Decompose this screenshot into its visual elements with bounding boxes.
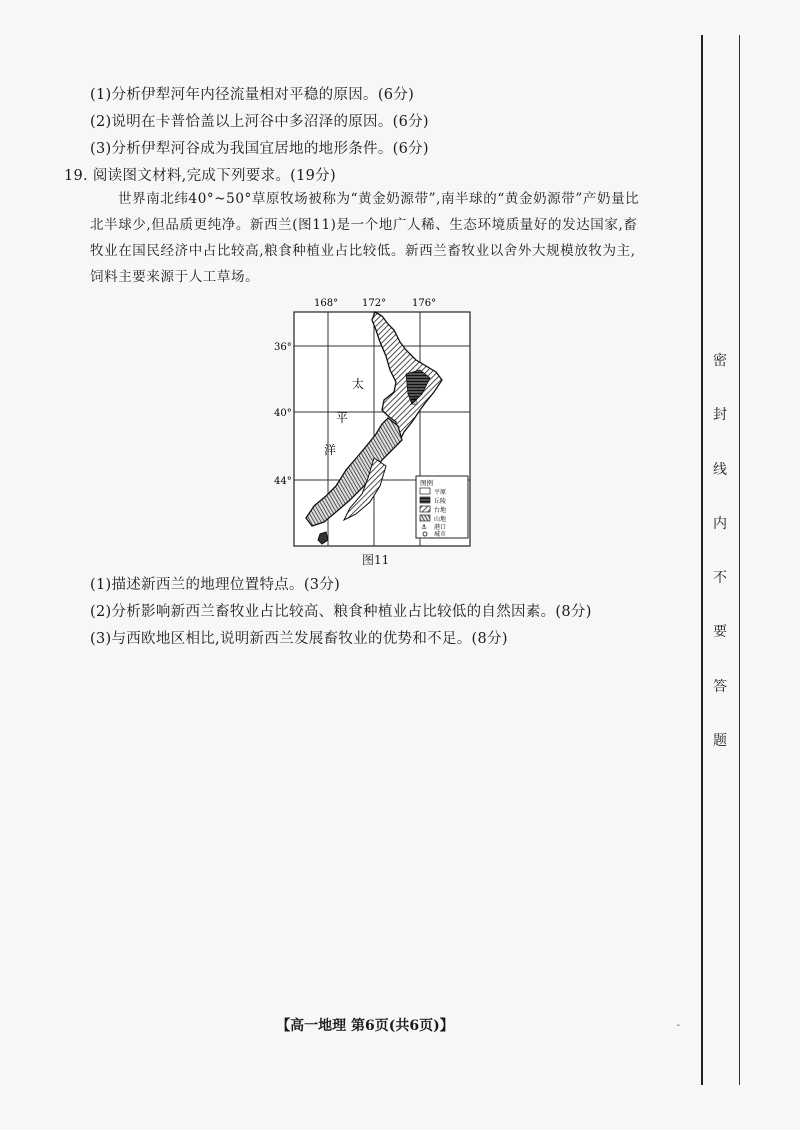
question-18-1: (1)分析伊犁河年内径流量相对平稳的原因。(6分)	[90, 87, 415, 103]
binding-char: 不	[713, 570, 727, 587]
city-label: 惠	[410, 397, 418, 406]
lat-label: 40°	[274, 408, 292, 419]
binding-char: 要	[713, 624, 727, 641]
binding-char: 密	[713, 353, 727, 369]
question-18-2: (2)说明在卡普恰盖以上河谷中多沼泽的原因。(6分)	[90, 114, 429, 130]
binding-notice	[705, 350, 735, 750]
material-line-2: 北半球少,但品质更纯净。新西兰(图11)是一个地广人稀、生态环境质量好的发达国家,畜	[90, 217, 638, 233]
material-line-1: 世界南北纬40°~50°草原牧场被称为“黄金奶源带”,南半球的“黄金奶源带”产奶量比	[118, 191, 640, 207]
legend-plateau: 台地	[434, 507, 447, 514]
legend-city: 城市	[434, 531, 447, 538]
question-19-header: 19. 阅读图文材料,完成下列要求。(19分)	[64, 168, 336, 184]
question-19-3: (3)与西欧地区相比,说明新西兰发展畜牧业的优势和不足。(8分)	[90, 631, 508, 647]
ocean-char: 平	[336, 411, 349, 425]
corner-mark: -	[676, 1020, 680, 1031]
port-icon: ⚓	[421, 523, 428, 531]
new-zealand-map	[270, 290, 480, 554]
map-legend	[416, 476, 468, 538]
legend-title: 图例	[420, 479, 433, 487]
material-line-4: 饲料主要来源于人工草场。	[90, 269, 260, 285]
page-footer: 【高一地理 第6页(共6页)】	[276, 1018, 454, 1034]
lon-label: 172°	[362, 298, 387, 309]
lat-label: 36°	[274, 342, 292, 353]
material-line-3: 牧业在国民经济中占比较高,粮食种植业占比较低。新西兰畜牧业以舍外大规模放牧为主,	[90, 243, 636, 259]
legend-port: 港口	[434, 524, 447, 531]
legend-hills: 丘陵	[434, 498, 447, 505]
legend-mountain: 山地	[434, 516, 447, 523]
lat-label: 44°	[274, 476, 292, 487]
lon-label: 168°	[314, 298, 339, 309]
question-18-3: (3)分析伊犁河谷成为我国宜居地的地形条件。(6分)	[90, 141, 429, 157]
binding-char: 答	[713, 678, 727, 695]
binding-line	[701, 35, 703, 1085]
binding-line	[739, 35, 740, 1085]
question-19-1: (1)描述新西兰的地理位置特点。(3分)	[90, 577, 341, 593]
binding-char: 线	[713, 461, 727, 478]
ocean-char: 洋	[324, 443, 337, 457]
binding-char: 内	[713, 515, 727, 532]
figure-caption: 图11	[362, 553, 390, 567]
binding-char: 封	[713, 407, 727, 424]
ocean-char: 太	[352, 377, 365, 391]
legend-plain: 平原	[434, 489, 447, 496]
binding-char: 题	[713, 732, 727, 749]
question-19-2: (2)分析影响新西兰畜牧业占比较高、粮食种植业占比较低的自然因素。(8分)	[90, 604, 592, 620]
lon-label: 176°	[412, 298, 437, 309]
